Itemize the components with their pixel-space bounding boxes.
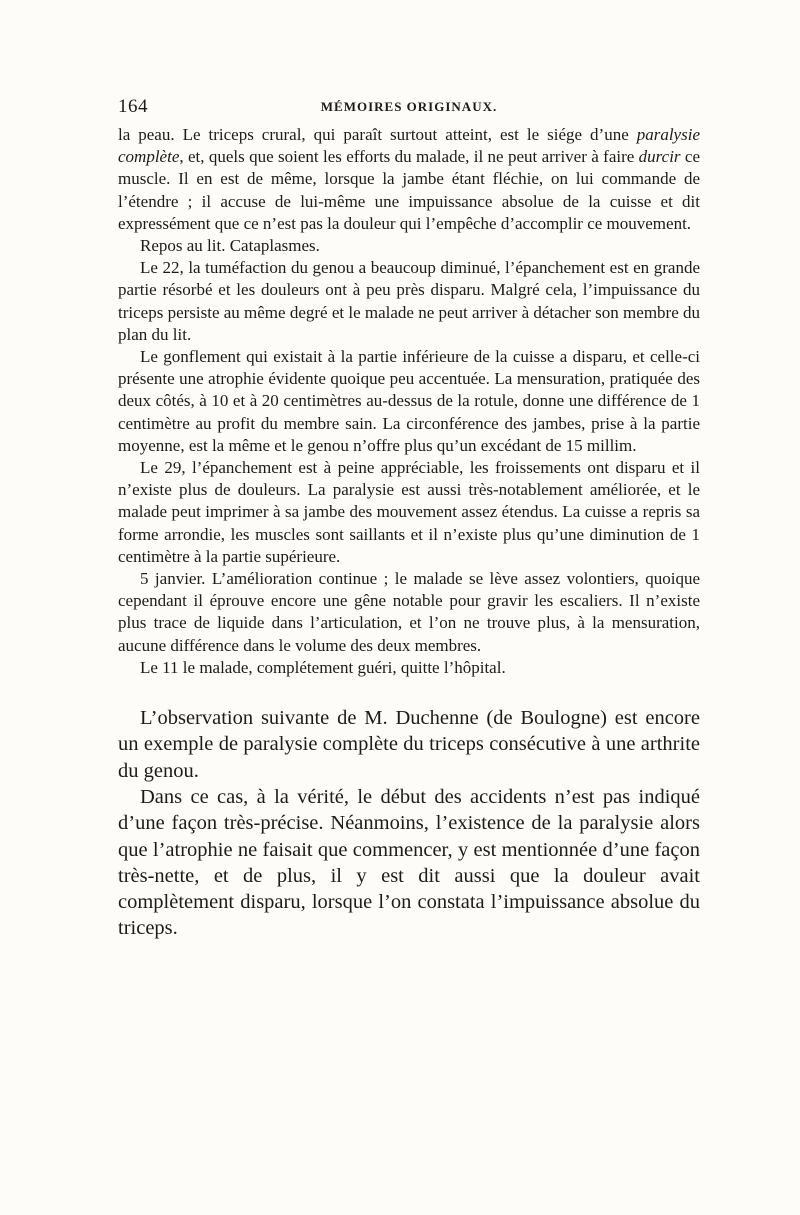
- paragraph: Dans ce cas, à la vérité, le début des accidents n’est pas indiqué d’une façon très-précise. Néanmoins, l’existence de la paralysie alors que l’atrophie ne faisait que commencer, y est mentionnée d’une façon très-nette, et de plus, il y est dit aussi que la douleur avait complètement disparu, lorsque l’on constata l’impuissance absolue du triceps.: [118, 785, 700, 940]
- page-header: [118, 96, 700, 122]
- document-page: [118, 96, 700, 942]
- paragraph: Le gonflement qui existait à la partie inférieure de la cuisse a disparu, et celle-ci présente une atrophie évidente quoique peu accentuée. La mensuration, pratiquée des deux côtés, à 10 et à 20 centimètres au-dessus de la rotule, donne une différence de 1 centimètre au profit du membre sain. La circonférence des jambes, prise à la partie moyenne, est la même et le genou n’offre plus qu’un excédant de 15 millim.: [118, 347, 700, 455]
- italic-term: durcir: [638, 147, 681, 167]
- paragraph: L’observation suivante de M. Duchenne (de Boulogne) est encore un exemple de paralysie complète du triceps consécutive à une arthrite du genou.: [118, 707, 700, 782]
- paragraph: Repos au lit. Cataplasmes.: [140, 236, 320, 256]
- case-report-section: [118, 124, 700, 679]
- paragraph: Le 22, la tuméfaction du genou a beaucoup diminué, l’épanchement est en grande partie résorbé et les douleurs ont à peu près disparu. Malgré cela, l’impuissance du triceps persiste au même degré et le malade ne peut arriver à détacher son membre du plan du lit.: [118, 258, 700, 344]
- commentary-section: [118, 705, 700, 942]
- paragraph: Le 11 le malade, complétement guéri, quitte l’hôpital.: [140, 657, 506, 677]
- page-number: 164: [118, 96, 148, 117]
- paragraph: 5 janvier. L’amélioration continue ; le malade se lève assez volontiers, quoique cependant il éprouve encore une gêne notable pour gravir les escaliers. Il n’existe plus trace de liquide dans l’articulation, et l’on ne trouve plus, à la mensuration, aucune différence dans le volume des deux membres.: [118, 569, 700, 655]
- paragraph: la peau. Le triceps crural, qui paraît surtout atteint, est le siége d’une paralysie complète, et, quels que soient les efforts du malade, il ne peut arriver à faire durcir ce muscle. Il en est de même, lorsque la jambe étant fléchie, on lui commande de l’étendre ; il accuse de lui-même une impuissance absolue de la cuisse et dit expressément que ce n’est pas la douleur qui l’empêche d’accomplir ce mouvement.: [118, 125, 701, 233]
- paragraph: Le 29, l’épanchement est à peine appréciable, les froissements ont disparu et il n’existe plus de douleurs. La paralysie est aussi très-notablement améliorée, et le malade peut imprimer à sa jambe des mouvement assez étendus. La cuisse a repris sa forme arrondie, les muscles sont saillants et il n’existe plus qu’une diminution de 1 centimètre à la partie supérieure.: [118, 458, 700, 566]
- italic-term: paralysie complète: [118, 125, 700, 167]
- running-title: MÉMOIRES ORIGINAUX.: [320, 99, 498, 114]
